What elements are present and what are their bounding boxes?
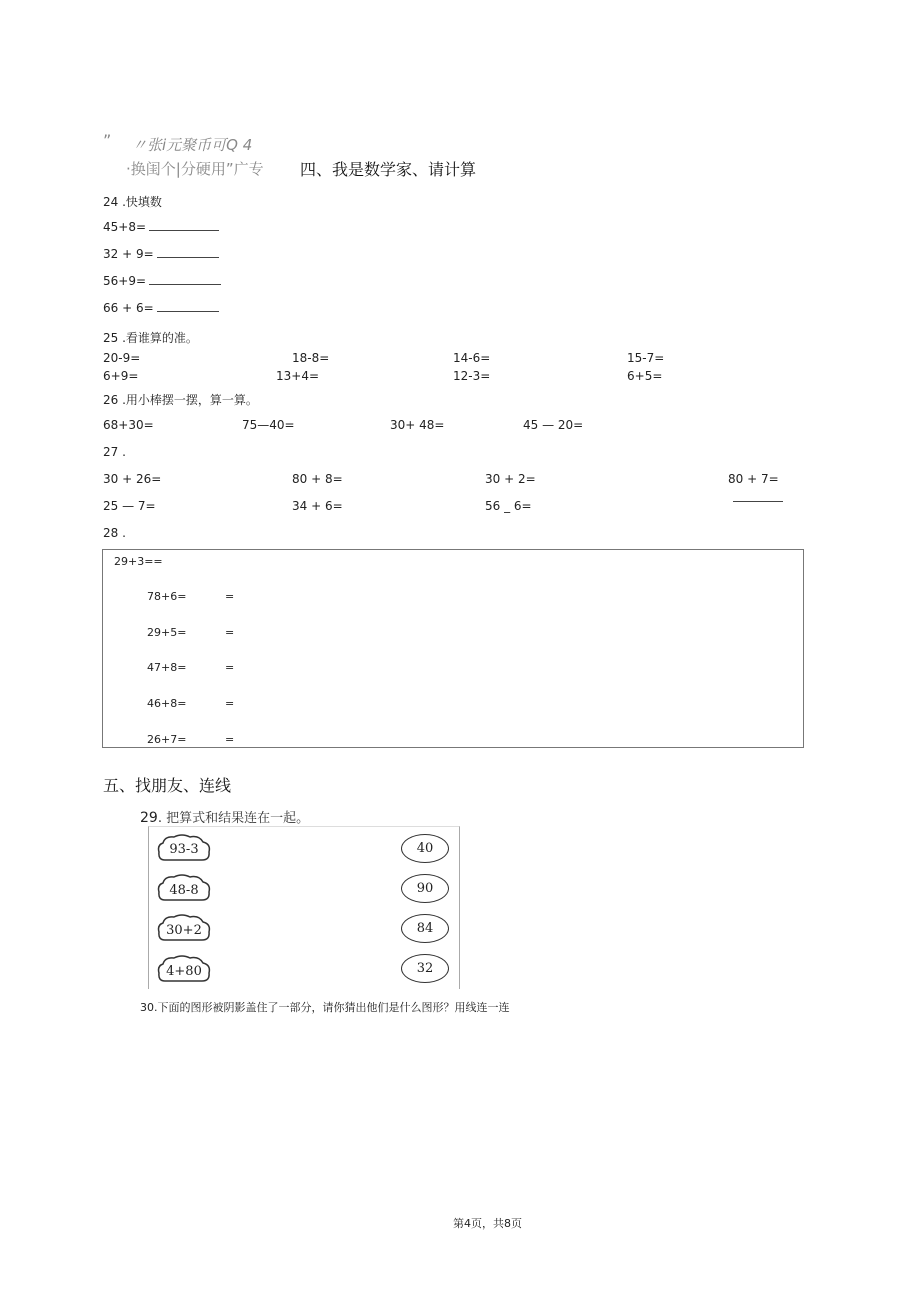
q28-expr: 47+8= xyxy=(147,661,187,674)
q29-heading xyxy=(140,807,309,826)
header-noise-line1: 〃张i元聚币可Q 4 xyxy=(132,136,253,154)
q29-result[interactable]: 84 xyxy=(401,914,449,943)
q29-result[interactable]: 32 xyxy=(401,954,449,983)
q24-expr: 45+8= xyxy=(103,220,147,234)
q24-expr: 66 + 6= xyxy=(103,301,154,315)
q25-expr: 6+9= xyxy=(103,369,139,383)
q24-item xyxy=(103,220,219,234)
q25-expr: 12-3= xyxy=(453,369,491,383)
page-footer: 第4页，共8页 xyxy=(453,1217,522,1230)
section5-title: 五、找朋友、连线 xyxy=(103,776,232,795)
q29-figure xyxy=(148,826,460,989)
q27-expr: 30 + 2= xyxy=(485,472,536,486)
header-mark: ” xyxy=(103,131,112,150)
q25-expr: 18-8= xyxy=(292,351,330,365)
q29-result[interactable]: 40 xyxy=(401,834,449,863)
q26-expr: 30+ 48= xyxy=(390,418,445,432)
q28-equals: = xyxy=(225,626,235,639)
q28-expr: 29+5= xyxy=(147,626,187,639)
section4-title: 四、我是数学家、请计算 xyxy=(300,160,477,179)
q24-expr: 56+9= xyxy=(103,274,147,288)
q30-title: 30.下面的图形被阴影盖住了一部分，请你猜出他们是什么图形？用线连一连 xyxy=(140,1001,510,1014)
q25-expr: 14-6= xyxy=(453,351,491,365)
q26-expr: 45 — 20= xyxy=(523,418,584,432)
q27-expr: 34 + 6= xyxy=(292,499,343,513)
q27-expr: 30 + 26= xyxy=(103,472,162,486)
q24-expr: 32 + 9= xyxy=(103,247,154,261)
q29-result[interactable]: 90 xyxy=(401,874,449,903)
answer-blank[interactable] xyxy=(733,501,783,502)
q27-title: 27 . xyxy=(103,445,126,459)
q28-equals: = xyxy=(225,697,235,710)
q25-expr: 6+5= xyxy=(627,369,663,383)
q26-expr: 68+30= xyxy=(103,418,154,432)
q24-title: 24 .快填数 xyxy=(103,195,162,209)
q29-expression[interactable]: 48-8 xyxy=(169,883,199,898)
q24-item xyxy=(103,301,219,315)
q27-expr: 80 + 8= xyxy=(292,472,343,486)
q28-equals: = xyxy=(225,590,235,603)
q25-title: 25 .看谁算的准。 xyxy=(103,331,198,345)
q25-expr: 20-9= xyxy=(103,351,141,365)
q28-expr: 78+6= xyxy=(147,590,187,603)
q25-expr: 15-7= xyxy=(627,351,665,365)
q24-item xyxy=(103,247,219,261)
q28-equals: = xyxy=(225,733,235,746)
q27-expr: 56 _ 6= xyxy=(485,499,532,513)
answer-blank[interactable] xyxy=(149,229,219,231)
q28-expr: 46+8= xyxy=(147,697,187,710)
q29-expression[interactable]: 4+80 xyxy=(166,964,202,979)
q28-equals: = xyxy=(225,661,235,674)
q29-number: 29 xyxy=(140,810,158,826)
answer-blank[interactable] xyxy=(149,283,221,285)
q28-expr: 26+7= xyxy=(147,733,187,746)
q28-title: 28 . xyxy=(103,526,126,540)
q28-first-expr: 29+3== xyxy=(114,555,163,568)
header-noise-line2: ·换闺个|分硬用”广专 xyxy=(126,160,264,178)
q24-item xyxy=(103,274,221,288)
q26-title: 26 .用小棒摆一摆，算一算。 xyxy=(103,393,258,407)
q27-expr: 80 + 7= xyxy=(728,472,779,486)
q26-expr: 75—40= xyxy=(242,418,295,432)
q28-box xyxy=(102,549,804,748)
q25-expr: 13+4= xyxy=(276,369,320,383)
q29-expression[interactable]: 30+2 xyxy=(166,923,202,938)
answer-blank[interactable] xyxy=(157,256,219,258)
answer-blank[interactable] xyxy=(157,310,219,312)
q27-expr: 25 — 7= xyxy=(103,499,156,513)
q29-expression[interactable]: 93-3 xyxy=(169,842,199,857)
q29-title: . 把算式和结果连在一起。 xyxy=(157,811,310,826)
